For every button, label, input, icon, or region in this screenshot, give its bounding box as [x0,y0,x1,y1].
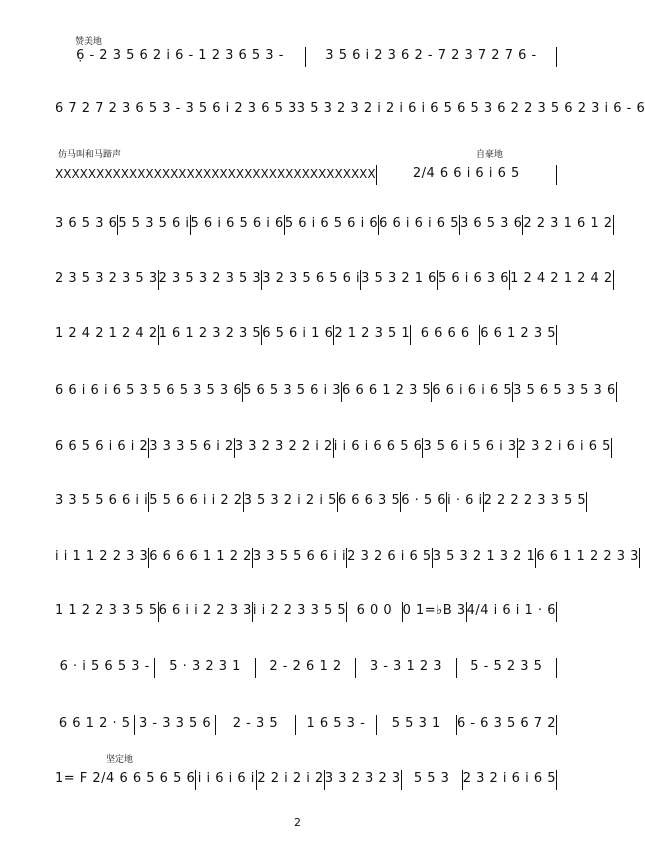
barline [556,602,557,622]
measure: i i 1 1 2 2 3 3 [55,549,149,564]
barline [556,715,557,735]
barline [611,438,612,458]
measure: 6 · i 5 6 5 3 - [59,659,150,674]
measure: 3 5 6 i 2 3 6 2 - 7 2 3 7 2 7 6 - [325,48,537,63]
measure: 2 3 2 i 6 i 6 5 [517,439,611,454]
expression-marking-firm: 坚定地 [106,755,134,765]
measure: 6 6 i i 2 2 3 3 [158,603,252,618]
staff-row-13 [55,705,557,735]
measure: 5 6 i 6 5 6 i 6 [190,216,284,231]
measure: 6 · 5 6 [401,493,447,508]
measure: 6 6 1 2 3 5 [480,326,556,341]
barline [586,492,587,512]
barline [613,215,614,235]
measure: 2/4 6 6 i 6 i 6 5 [412,166,520,181]
measure: 6 - 6 3 5 6 7 2 [456,716,556,731]
measure: 6 6 1 2 · 5 [58,716,131,731]
expression-marking-praise: 赞美地 [75,37,103,47]
measure: 1 2 4 2 1 2 4 2 [510,271,613,286]
measure: 3 5 3 2 1 6 [361,271,437,286]
staff-row-8 [55,428,611,458]
barline [556,770,557,790]
measure: 2 3 5 3 2 3 5 3 [158,271,262,286]
staff-row-9 [55,482,587,512]
measure: 5 6 5 3 5 6 i 3 [243,383,342,398]
measure: 6 6 6 3 5 [337,493,401,508]
measure: 2 2 i 2 i 2 [257,771,324,786]
page-number: 2 [294,816,301,829]
measure: 2 3 2 i 6 i 6 5 [462,771,556,786]
barline [616,382,617,402]
measure: 1 6 5 3 - [306,716,366,731]
measure: 3 3 5 5 6 6 i i [252,549,347,564]
staff-row-1 [55,37,557,67]
measure: 2 2 2 2 3 3 5 5 [483,493,587,508]
measure: 3 6 5 3 6 [459,216,523,231]
measure: 3 - 3 3 5 6 [138,716,212,731]
measure: 6 6 i 6 i 6 5 [379,216,459,231]
measure: 3 5 3 2 1 3 2 1 [432,549,536,564]
staff-row-4 [55,205,613,235]
measure: 5 · 3 2 3 1 [169,659,241,674]
staff-row-12 [55,648,557,678]
barline [639,548,640,568]
measure: 2 3 2 6 i 6 5 [347,549,432,564]
barline [556,165,557,185]
measure: 3 5 3 2 3 2 i 2 i 6 i 6 5 6 5 3 6 2 2 3 5 6 2 3 i 6 - 6 [296,101,645,116]
measure: 5 6 i 6 3 6 [437,271,510,286]
measure: i i 6 i 6 6 5 6 [333,439,423,454]
staff-row-7 [55,372,616,402]
measure: 5 5 3 1 [391,716,441,731]
measure: 6 7 2 7 2 3 6 5 3 - 3 5 6 i 2 3 6 5 3 [55,101,297,116]
measure: 6 6 6 6 1 1 2 2 [149,549,252,564]
barline [613,270,614,290]
measure: 1 1 2 2 3 3 5 5 [55,603,158,618]
measure: 5 5 3 5 6 i [118,216,190,231]
measure: 6 6 6 1 2 3 5 [342,383,432,398]
measure: 3 2 3 5 6 5 6 i [262,271,361,286]
measure: 0 1=♭B 3 [402,603,466,618]
barline [556,47,557,67]
measure: 2 1 2 3 5 1 [334,326,411,341]
staff-row-14 [55,760,557,790]
measure: 1 6 1 2 3 2 3 5 [158,326,262,341]
measure: 2 - 3 5 [232,716,279,731]
measure: 5 5 6 6 i i 2 2 [149,493,243,508]
expression-marking-proud: 自豪地 [476,150,504,160]
measure: i i 2 2 3 3 5 5 [252,603,347,618]
measure: 4/4 i 6 i 1 · 6 [466,603,556,618]
measure: 3 3 5 5 6 6 i i [55,493,149,508]
measure: 3 3 3 5 6 i 2 [149,439,234,454]
measure: 1= F 2/4 6 6 5 6 5 6 [55,771,196,786]
measure: 6 6 i 6 i 6 5 [432,383,513,398]
staff-row-11 [55,592,557,622]
barline [556,325,557,345]
measure: 3 3 2 3 2 3 [324,771,401,786]
measure: 2 3 5 3 2 3 5 3 [55,271,158,286]
measure: 6 6 6 6 [420,326,470,341]
measure: 5 - 5 2 3 5 [470,659,543,674]
staff-row-2 [55,90,645,120]
measure: 6 6 i 6 i 6 5 3 5 6 5 3 5 3 6 [55,383,243,398]
measure: 3 5 6 5 3 5 3 6 [513,383,616,398]
measure: 6 6 1 1 2 2 3 3 [536,549,639,564]
measure: 2 2 3 1 6 1 2 [523,216,613,231]
measure: 3 5 3 2 i 2 i 5 [243,493,337,508]
measure: 3 5 6 i 5 6 i 3 [423,439,517,454]
measure: i i 6 i 6 i [197,771,255,786]
measure: 3 6 5 3 6 [55,216,118,231]
measure: i · 6 i [447,493,483,508]
staff-row-5 [55,260,613,290]
measure: 3 - 3 1 2 3 [369,659,443,674]
staff-row-3 [55,155,557,185]
staff-row-10 [55,538,639,568]
measure: 6 5 6 i 1 6 [262,326,334,341]
measure: 6 0 0 [356,603,393,618]
measure: 6 6 5 6 i 6 i 2 [55,439,149,454]
barline [556,658,557,678]
measure: 2 - 2 6 1 2 [269,659,342,674]
measure: 5 6 i 6 5 6 i 6 [284,216,379,231]
measure: 5 5 3 [413,771,450,786]
expression-marking-imitation: 仿马叫和马蹄声 [58,150,122,160]
staff-row-6 [55,315,557,345]
percussion-measure: XXXXXXXXXXXXXXXXXXXXXXXXXXXXXXXXXXXXXXX [55,167,376,181]
measure: 3 3 2 3 2 2 i 2 [234,439,333,454]
measure: 6̣ - 2 3 5 6 2 i 6 - 1 2 3 6 5 3 - [76,48,284,63]
measure: 1 2 4 2 1 2 4 2 [55,326,158,341]
